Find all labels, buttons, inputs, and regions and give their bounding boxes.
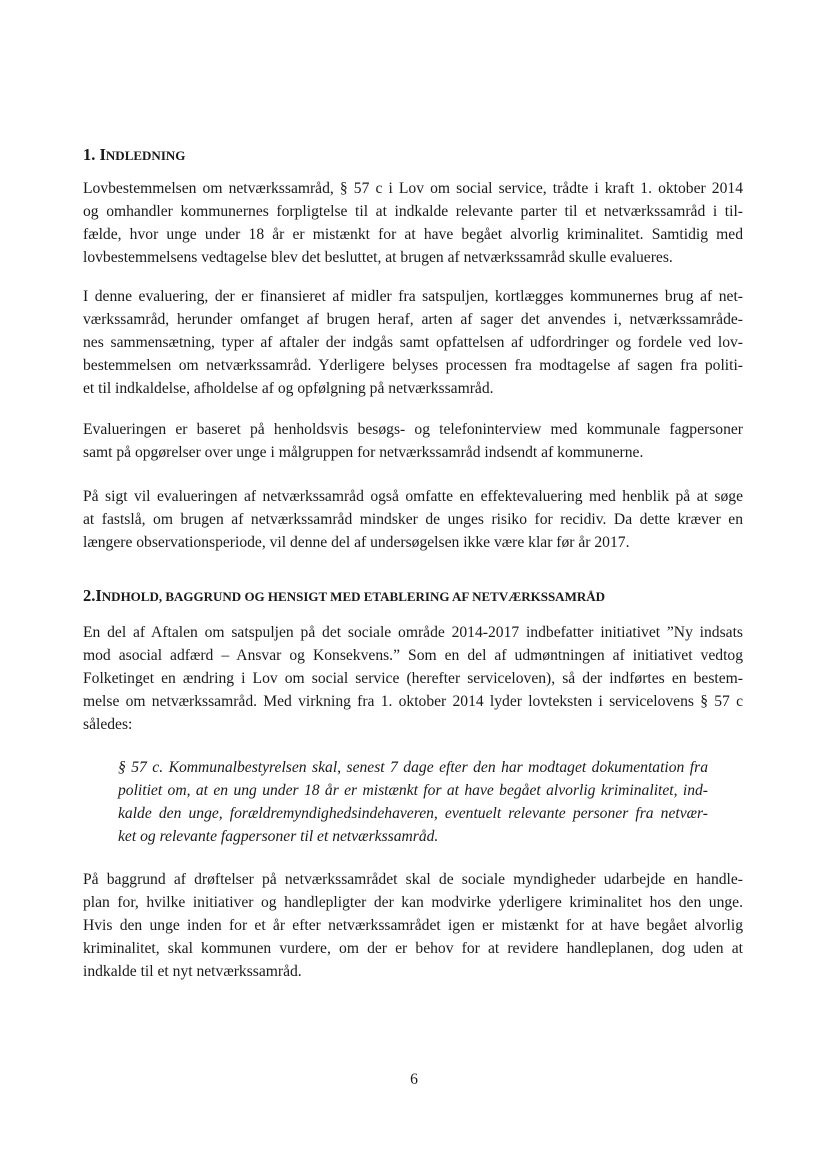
text-line: § 57 c. Kommunalbestyrelsen skal, senest 7 dage efter den har modtaget dokumentation fra [118,759,708,776]
text-line: samt på opgørelser over unge i målgruppen for netværkssamråd indsendt af kommunerne. [83,444,644,461]
paragraph [83,418,743,464]
text-line: På sigt vil evalueringen af netværkssamråd også omfatte en effektevaluering med henblik på at søge [83,488,743,505]
paragraph [83,285,743,400]
paragraph [83,177,743,269]
text-line: melse om netværkssamråd. Med virkning fra 1. oktober 2014 lyder lovteksten i servicelovens § 57 c [83,693,743,710]
paragraph [83,621,743,736]
text-line: Evalueringen er baseret på henholdsvis besøgs- og telefoninterview med kommunale fagpersoner [83,421,743,438]
text-line: et til indkaldelse, afholdelse af og opfølgning på netværkssamråd. [83,380,494,397]
text-line: ket og relevante fagpersoner til et netværkssamråd. [118,828,439,845]
text-line: politiet om, at en ung under 18 år er mistænkt for at have begået alvorlig kriminalitet, ind- [118,782,708,799]
text-line: Lovbestemmelsen om netværkssamråd, § 57 c i Lov om social service, trådte i kraft 1. oktober 2014 [83,180,743,197]
text-line: bestemmelsen om netværkssamråd. Yderligere belyses processen fra modtagelse af sagen fra politi- [83,357,743,374]
text-line: indkalde til et nyt netværkssamråd. [83,963,302,980]
section-title-initial: I [95,586,102,605]
section-2-heading [83,585,743,608]
text-line: nes sammensætning, typer af aftaler der indgås samt opfattelsen af udfordringer og fordele ved lov- [83,334,743,351]
text-line: værkssamråd, herunder omfanget af brugen heraf, arten af sager det anvendes i, netværkssamråde- [83,311,743,328]
section-number: 2. [83,586,96,605]
text-line: længere observationsperiode, vil denne del af undersøgelsen ikke være klar før år 2017. [83,534,630,551]
text-line: lovbestemmelsens vedtagelse blev det besluttet, at brugen af netværkssamråd skulle evalueres. [83,249,673,266]
text-line: kriminalitet, skal kommunen vurdere, om der er behov for at revidere handleplanen, dog uden at [83,940,743,957]
page-number: 6 [410,1071,418,1088]
paragraph [83,868,743,983]
section-number: 1. [83,145,96,164]
text-line: at fastslå, om brugen af netværkssamråd mindsker de unges risiko for recidiv. Da dette kræver en [83,511,743,528]
text-line: og omhandler kommunernes forpligtelse til at indkalde relevante parter til et netværkssamråd i til- [83,203,743,220]
text-line: Folketinget en ændring i Lov om social service (herefter serviceloven), så der indførtes en bestem- [83,670,743,687]
section-1-heading [83,144,743,167]
section-title: NDLEDNING [105,148,186,163]
section-title: NDHOLD, BAGGRUND OG HENSIGT MED ETABLERING AF NETVÆRKSSAMRÅD [101,589,606,604]
section-title-initial: I [99,145,106,164]
text-line: En del af Aftalen om satspuljen på det sociale område 2014-2017 indbefatter initiativet ”Ny indsats [83,624,743,641]
text-line: På baggrund af drøftelser på netværkssamrådet skal de sociale myndigheder udarbejde en handle- [83,871,743,888]
law-quote [118,756,708,848]
text-line: mod asocial adfærd – Ansvar og Konsekvens.” Som en del af udmøntningen af initiativet vedtog [83,647,743,664]
paragraph [83,485,743,554]
text-line: Hvis den unge inden for et år efter netværkssamrådet igen er mistænkt for at have begået alvorlig [83,917,743,934]
text-line: kalde den unge, forældremyndighedsindehaveren, eventuelt relevante personer fra netvær- [118,805,708,822]
text-line: I denne evaluering, der er finansieret af midler fra satspuljen, kortlægges kommunernes brug af net- [83,288,743,305]
text-line: således: [83,716,133,733]
text-line: plan for, hvilke initiativer og handlepligter der kan modvirke yderligere kriminalitet hos den unge. [83,894,743,911]
text-line: fælde, hvor unge under 18 år er mistænkt for at have begået alvorlig kriminalitet. Samtidig med [83,226,743,243]
